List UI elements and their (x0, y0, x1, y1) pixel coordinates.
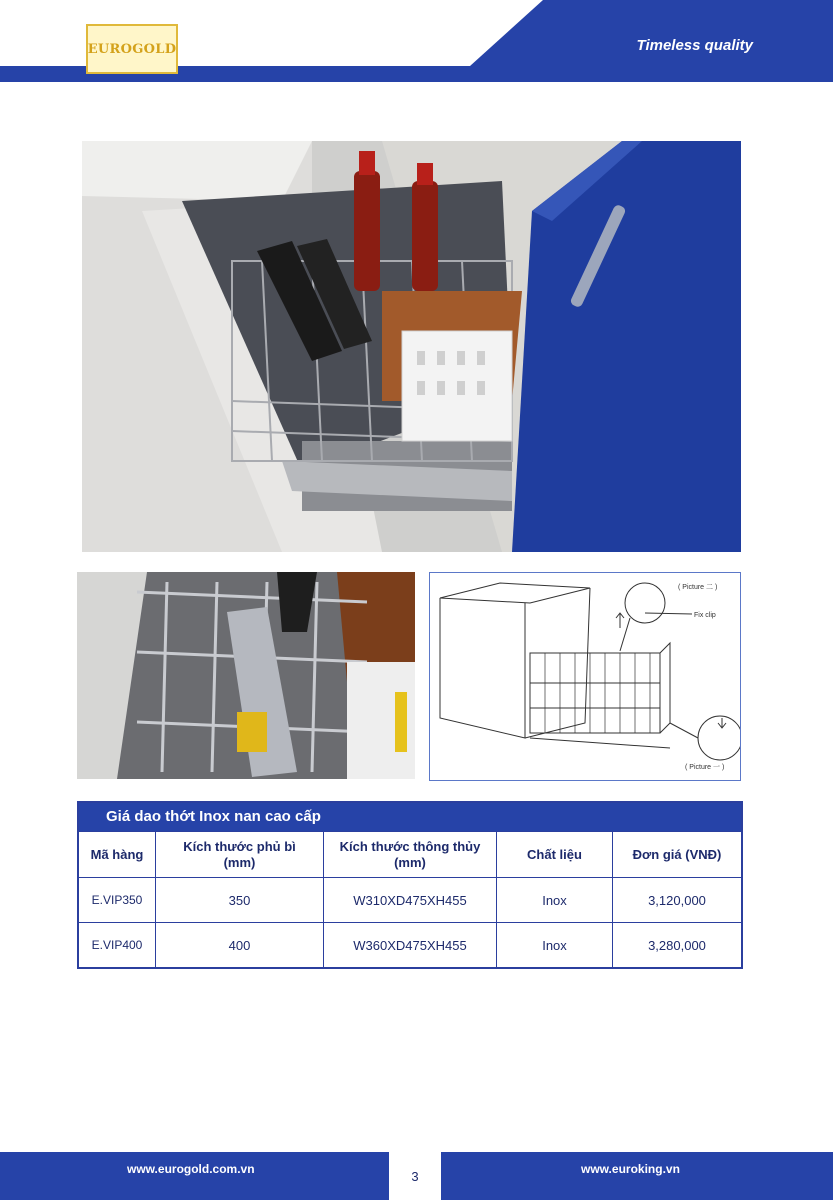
diagram-label-fix-clip: Fix clip (694, 612, 716, 619)
row-cover: 350 (155, 878, 323, 922)
header-clear-size-label: Kích thước thông thủy (339, 838, 481, 854)
header-material: Chất liệu (496, 832, 612, 877)
logo-text: EUROGOLD (87, 41, 177, 57)
main-product-photo (82, 141, 741, 552)
row-clear: W310XD475XH455 (323, 878, 496, 922)
table-header-row (79, 831, 741, 877)
diagram-label-picture-2: ( Picture 二 ) (678, 584, 718, 591)
installation-diagram (429, 572, 741, 781)
row-price: 3,280,000 (612, 923, 741, 967)
page-header (0, 0, 833, 82)
eurogold-logo (86, 24, 178, 74)
row-material: Inox (496, 923, 612, 967)
row-clear: W360XD475XH455 (323, 923, 496, 967)
table-title: Giá dao thớt Inox nan cao cấp (79, 803, 741, 831)
table-row (79, 922, 741, 967)
footer-link-euroking[interactable]: www.euroking.vn (581, 1162, 680, 1176)
header-code: Mã hàng (90, 846, 144, 862)
footer-link-eurogold[interactable]: www.eurogold.com.vn (127, 1162, 255, 1176)
detail-product-photo (77, 572, 415, 779)
header-cover-size-unit: (mm) (223, 854, 256, 870)
row-code: E.VIP400 (91, 938, 143, 952)
row-material: Inox (496, 878, 612, 922)
row-cover: 400 (155, 923, 323, 967)
price-table (77, 801, 743, 969)
diagram-label-picture-1: ( Picture 一 ) (685, 764, 725, 771)
page-number: 3 (389, 1152, 441, 1200)
table-row (79, 877, 741, 922)
header-cover-size (155, 832, 323, 877)
header-clear-size-unit: (mm) (394, 854, 426, 870)
header-price: Đơn giá (VNĐ) (612, 832, 741, 877)
row-price: 3,120,000 (612, 878, 741, 922)
header-clear-size (323, 832, 496, 877)
row-code: E.VIP350 (91, 893, 143, 907)
header-cover-size-label: Kích thước phủ bì (183, 838, 296, 854)
tagline: Timeless quality (636, 37, 753, 54)
